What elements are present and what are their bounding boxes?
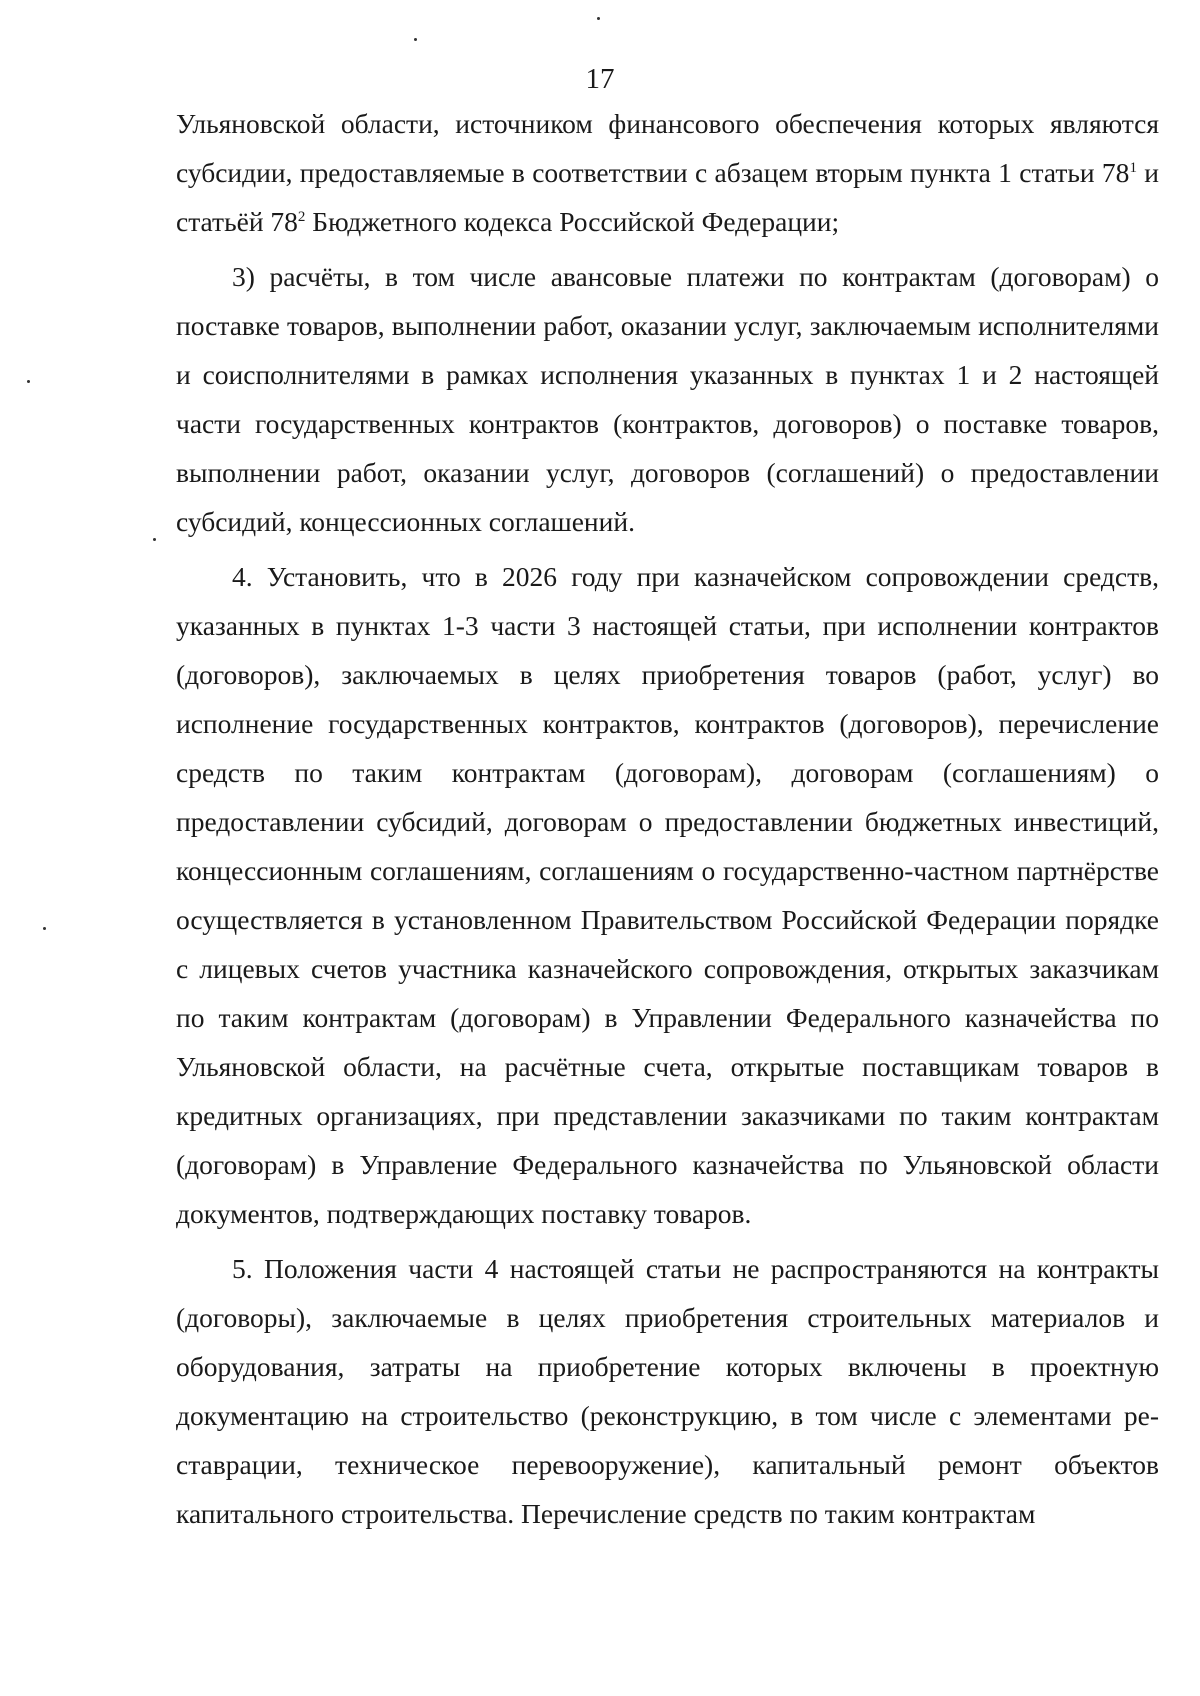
scan-speck xyxy=(27,380,30,383)
scan-speck xyxy=(414,38,417,41)
paragraph-item-3: 3) расчёты, в том числе авансовые платежи по контрактам (договорам) о поставке товаров, выполнении работ, оказании услуг, заключаемым исполнителями и соисполнителями в рамках исполнения указанных в пунктах 1 и 2 настоящей части государственных контрактов (контрактов, договоров) о поставке товаров, выполнении работ, оказании услуг, договоров (соглашений) о предоставлении субсидий, концессионных соглашений. xyxy=(176,261,1159,537)
page-number: 17 xyxy=(585,63,615,95)
paragraph-item-5: 5. Положения части 4 настоящей статьи не распространяются на контракты (договоры), заключаемые в целях приобретения строительных материалов и оборудования, затраты на приобретение которых включены в проектную документацию на строительство (реконструкцию, в том числе с элементами реставрации, техническое перевооружение), капитальный ремонт объектов капитального строительства. Перечисление средств по таким контрактам xyxy=(176,1253,1159,1529)
scan-speck xyxy=(43,927,46,930)
paragraph-continuation-text-3: Бюджетного кодекса Российской Федерации; xyxy=(305,206,840,237)
paragraph-continuation-text-1: Ульяновской области, источником финансового обеспечения которых являются субсидии, предоставляемые в соответствии с абзацем вторым пункта 1 статьи 78 xyxy=(176,108,1159,188)
paragraph-continuation-text-2: и статьёй 78 xyxy=(176,157,1159,237)
superscript-2: 2 xyxy=(297,208,306,225)
scan-speck xyxy=(153,538,156,541)
paragraph-item-4: 4. Установить, что в 2026 году при казначейском сопровождении средств, указанных в пунктах 1-3 части 3 настоящей статьи, при исполнении контрактов (договоров), заключаемых в целях приобретения товаров (работ, услуг) во исполнение государственных контрактов, контрактов (договоров), перечисление средств по таким контрактам (договорам), договорам (соглашениям) о предоставлении субсидий, договорам о предоставлении бюджетных инвестиций, концессионным соглашениям, соглашениям о государственно-частном партнёрстве осуществляется в установленном Правительством Российской Федерации порядке с лицевых счетов участника казначейского сопровождения, открытых заказчикам по таким контрактам (договорам) в Управлении Федерального казначейства по Ульяновской области, на расчётные счета, открытые поставщикам товаров в кредитных организациях, при представлении заказчиками по таким контрактам (договорам) в Управление Федерального казначейства по Ульяновской области документов, подтверждающих поставку товаров. xyxy=(176,561,1159,1229)
superscript-1: 1 xyxy=(1129,159,1137,176)
paragraph-continuation xyxy=(176,99,1159,246)
scan-speck xyxy=(597,17,600,20)
document-body xyxy=(176,99,1159,1538)
